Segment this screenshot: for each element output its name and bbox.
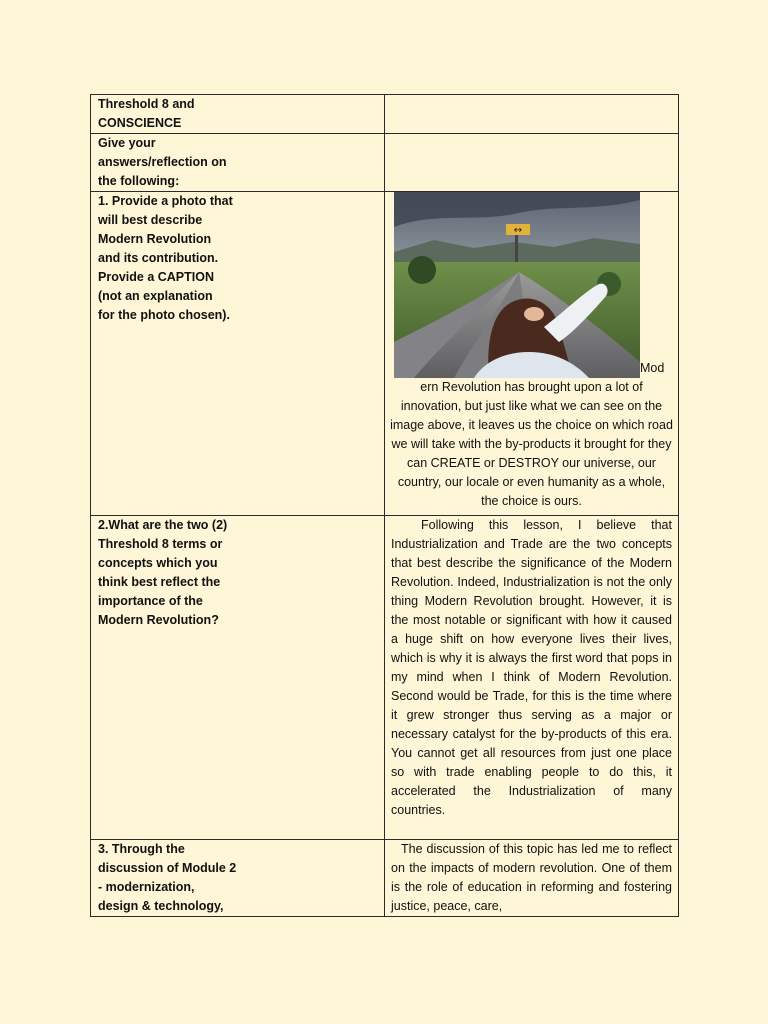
answer-cell — [385, 192, 679, 516]
question-text: Give your answers/reflection on the following: — [98, 136, 227, 188]
reflection-table — [90, 94, 679, 917]
question-text: 3. Through the discussion of Module 2 - modernization, design & technology, — [98, 842, 237, 913]
table-row — [91, 95, 679, 134]
answer-text: The discussion of this topic has led me to reflect on the impacts of modern revolution. One of them is the role of education in reforming and fostering justice, peace, care, — [391, 842, 672, 913]
table-row — [91, 192, 679, 516]
question-cell — [91, 840, 385, 917]
photo-with-caption — [385, 192, 678, 511]
answer-cell — [385, 516, 679, 840]
question-cell — [91, 134, 385, 192]
answer-text: Following this lesson, I believe that Industrialization and Trade are the two concepts that best describe the significance of the Modern Revolution. Indeed, Industrialization is not the only thing Modern Revolution brought. However, it is the most notable or significant with how it caused a huge shift on how everyone lives their lives, which is why it is always the first word that pops in my mind when I think of Modern Revolution. Second would be Trade, for this is the time where it grew stronger thus serving as a major or necessary catalyst for the by-products of this era. You cannot get all resources from just one place so with trade enabling people to do this, it accelerated the Industrialization of many countries. — [391, 518, 672, 817]
table-row — [91, 516, 679, 840]
answer-cell — [385, 134, 679, 192]
question-cell — [91, 192, 385, 516]
question-text: Threshold 8 and CONSCIENCE — [98, 97, 195, 130]
crossroads-photo — [394, 192, 640, 378]
question-text: 1. Provide a photo that will best describe Modern Revolution and its contribution. Provide a CAPTION (not an explanation for the photo chosen). — [98, 194, 233, 322]
answer-cell — [385, 95, 679, 134]
question-cell — [91, 95, 385, 134]
table-row — [91, 840, 679, 917]
table-row — [91, 134, 679, 192]
caption-lead: Mod — [640, 361, 665, 375]
question-text: 2.What are the two (2) Threshold 8 terms or concepts which you think best reflect the importance of the Modern Revolution? — [98, 518, 228, 627]
photo-caption: ern Revolution has brought upon a lot of innovation, but just like what we can see on the image above, it leaves us the choice on which road we will take with the by-products it brought for they can CREATE or DESTROY our universe, our country, our locale or even humanity as a whole, the choice is ours. — [390, 380, 673, 508]
answer-cell — [385, 840, 679, 917]
svg-text:↔: ↔ — [513, 225, 523, 236]
question-cell — [91, 516, 385, 840]
